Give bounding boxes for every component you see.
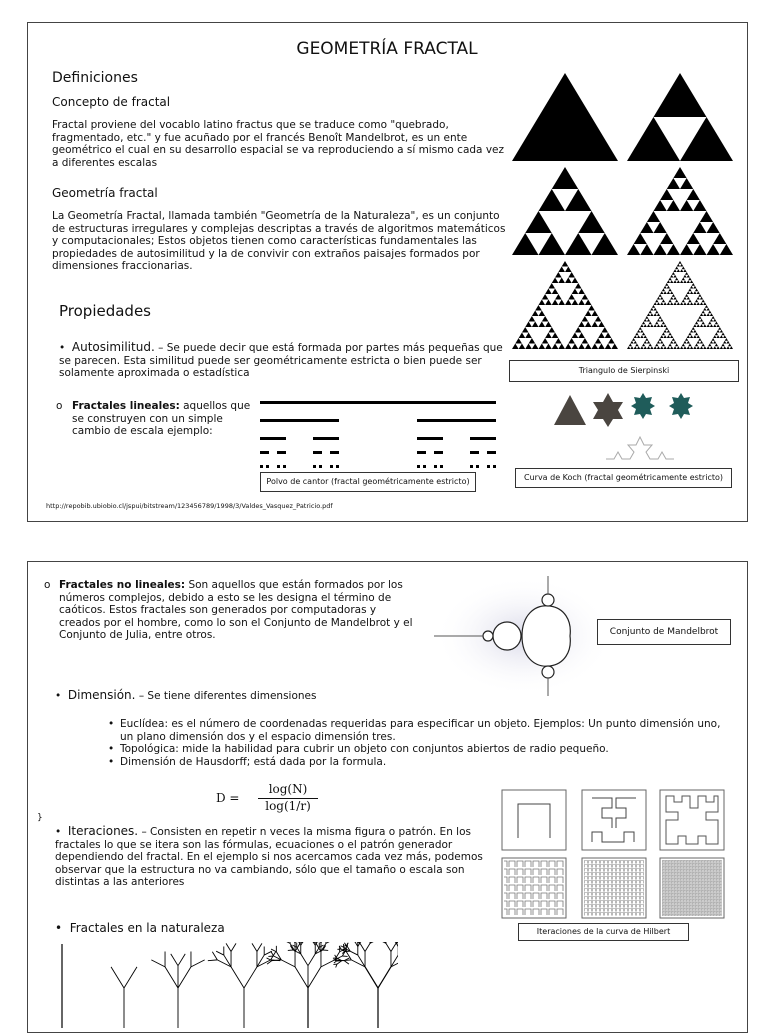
mandelbrot-caption: Conjunto de Mandelbrot bbox=[597, 619, 731, 645]
cantor-caption: Polvo de cantor (fractal geométricamente estricto) bbox=[260, 472, 476, 492]
bullet-circle: o bbox=[44, 579, 50, 592]
bullet-dot: • bbox=[55, 921, 70, 935]
concepto-heading: Concepto de fractal bbox=[52, 95, 170, 109]
fractal-trees-figure bbox=[58, 942, 398, 1030]
koch-triangle-icon bbox=[554, 395, 586, 425]
koch-snowflake-icon bbox=[669, 393, 693, 419]
naturaleza-label: Fractales en la naturaleza bbox=[70, 921, 225, 935]
cantor-level-2 bbox=[470, 437, 496, 440]
definiciones-heading: Definiciones bbox=[52, 70, 138, 86]
sierpinski-iteration-0 bbox=[512, 73, 618, 161]
koch-figure bbox=[548, 389, 708, 469]
no-lineales-term: Fractales no lineales: bbox=[59, 579, 185, 591]
source-url: http://repobib.ubiobio.cl/jspui/bitstream/123456789/1998/3/Valdes_Vasquez_Patricio.pdf bbox=[46, 502, 333, 510]
formula-lhs: D = bbox=[216, 791, 240, 805]
dim-item-topologica: Topológica: mide la habilidad para cubrir un objeto con conjuntos abiertos de radio pequeño. bbox=[120, 743, 609, 755]
lineales-term: Fractales lineales: bbox=[72, 400, 180, 412]
koch-star-icon bbox=[593, 393, 623, 427]
cantor-level-4 bbox=[260, 465, 496, 468]
propiedades-heading: Propiedades bbox=[59, 302, 151, 320]
slide-2 bbox=[27, 561, 748, 1033]
cantor-level-1 bbox=[260, 419, 339, 422]
sierpinski-iteration-4 bbox=[512, 261, 618, 349]
bullet-dot: • bbox=[108, 718, 114, 731]
koch-curve-outline bbox=[606, 437, 674, 459]
lineales-text: aquellos que se construyen con un simple cambio de escala ejemplo: bbox=[72, 400, 250, 437]
bullet-dot: • bbox=[55, 690, 68, 702]
tree-iteration-2 bbox=[151, 951, 204, 1028]
dim-item-euclidea: Euclídea: es el número de coordenadas requeridas para especificar un objeto. Ejemplos: Un punto dimensión uno, un plano dimensión dos y el espacio dimensión tres. bbox=[120, 718, 720, 743]
dimension-list bbox=[108, 718, 728, 768]
bullet-dot: • bbox=[59, 342, 72, 354]
bullet-dot: • bbox=[55, 826, 68, 838]
slide-1 bbox=[27, 22, 748, 522]
sierpinski-iteration-5 bbox=[627, 261, 733, 349]
cantor-level-3 bbox=[260, 451, 496, 454]
autosimilitud-bullet bbox=[59, 341, 505, 380]
hilbert-figure bbox=[500, 788, 728, 922]
sierpinski-figure bbox=[507, 67, 743, 357]
hilbert-level-5 bbox=[584, 860, 644, 916]
hilbert-caption: Iteraciones de la curva de Hilbert bbox=[518, 923, 689, 941]
dimension-text: – Se tiene diferentes dimensiones bbox=[139, 690, 317, 702]
hilbert-panel bbox=[502, 790, 566, 850]
iteraciones-bullet bbox=[55, 825, 500, 889]
stray-brace: } bbox=[37, 813, 43, 823]
no-lineales-bullet bbox=[44, 579, 414, 642]
formula-denominator: log(1/r) bbox=[258, 799, 318, 813]
iteraciones-term: Iteraciones. bbox=[68, 824, 138, 838]
cantor-level-0 bbox=[260, 401, 496, 404]
formula-numerator: log(N) bbox=[260, 782, 316, 796]
sierpinski-iteration-1 bbox=[627, 73, 733, 161]
hilbert-level-6 bbox=[662, 860, 722, 916]
autosimilitud-term: Autosimilitud. bbox=[72, 340, 155, 354]
hilbert-level-4 bbox=[504, 860, 564, 916]
iteraciones-text: – Consisten en repetir n veces la misma figura o patrón. En los fractales lo que se itera son las fórmulas, ecuaciones o el patrón generador dependiendo del fractal. En el ejemplo si nos acercamos cada vez más, podemos observar que la estructura no va cambiando, sólo que el tamaño o escala son distintas a las anteriores bbox=[55, 826, 483, 888]
page-title: GEOMETRÍA FRACTAL bbox=[28, 39, 746, 59]
concepto-paragraph: Fractal proviene del vocablo latino fractus que se traduce como "quebrado, fragmentado, etc." y fue acuñado por el francés Benoît Mandelbrot, es un ente geométrico el cual en su desarrollo espacial se va reproduciendo a sí mismo cada vez a diferentes escalas bbox=[52, 119, 508, 169]
bullet-circle: o bbox=[56, 400, 62, 413]
naturaleza-bullet bbox=[55, 921, 225, 935]
cantor-level-2 bbox=[260, 437, 286, 440]
dimension-term: Dimensión. bbox=[68, 688, 136, 702]
no-lineales-text: Son aquellos que están formados por los números complejos, debido a esto se les designa el término de caóticos. Estos fractales son generados por computadoras y creados por el hombre, como lo son el Conjunto de Mandelbrot y el Conjunto de Julia, entre otros. bbox=[59, 579, 413, 641]
geometria-paragraph: La Geometría Fractal, llamada también "Geometría de la Naturaleza", es un conjunto de estructuras irregulares y complejas descriptas a través de algoritmos matemáticos y computacionales; Estos objetos tienen como características fundamentales las propiedades de autosimilitud y la de convivir con extraños paisajes formados por dimensiones fraccionarias. bbox=[52, 210, 512, 273]
cantor-level-1 bbox=[417, 419, 496, 422]
autosimilitud-text: – Se puede decir que está formada por partes más pequeñas que se parecen. Esta similitud puede ser geométricamente estricta o bien puede ser solamente aproximada o estadística bbox=[59, 342, 503, 379]
dimension-bullet bbox=[55, 689, 455, 703]
tree-iteration-1 bbox=[111, 967, 137, 1028]
koch-snowflake-icon bbox=[631, 393, 655, 419]
bullet-dot: • bbox=[108, 756, 114, 769]
cantor-level-2 bbox=[313, 437, 339, 440]
tree-iteration-4 bbox=[267, 942, 350, 1028]
sierpinski-iteration-2 bbox=[512, 167, 618, 255]
sierpinski-caption: Triangulo de Sierpinski bbox=[509, 360, 739, 382]
mandelbrot-figure bbox=[424, 566, 604, 706]
cantor-level-2 bbox=[417, 437, 443, 440]
bullet-dot: • bbox=[108, 743, 114, 756]
sierpinski-iteration-3 bbox=[627, 167, 733, 255]
cantor-dust-figure bbox=[260, 399, 500, 471]
geometria-heading: Geometría fractal bbox=[52, 186, 158, 200]
koch-caption: Curva de Koch (fractal geométricamente estricto) bbox=[515, 468, 732, 488]
lineales-bullet bbox=[56, 400, 252, 438]
dim-item-hausdorff: Dimensión de Hausdorff; está dada por la formula. bbox=[120, 756, 386, 768]
